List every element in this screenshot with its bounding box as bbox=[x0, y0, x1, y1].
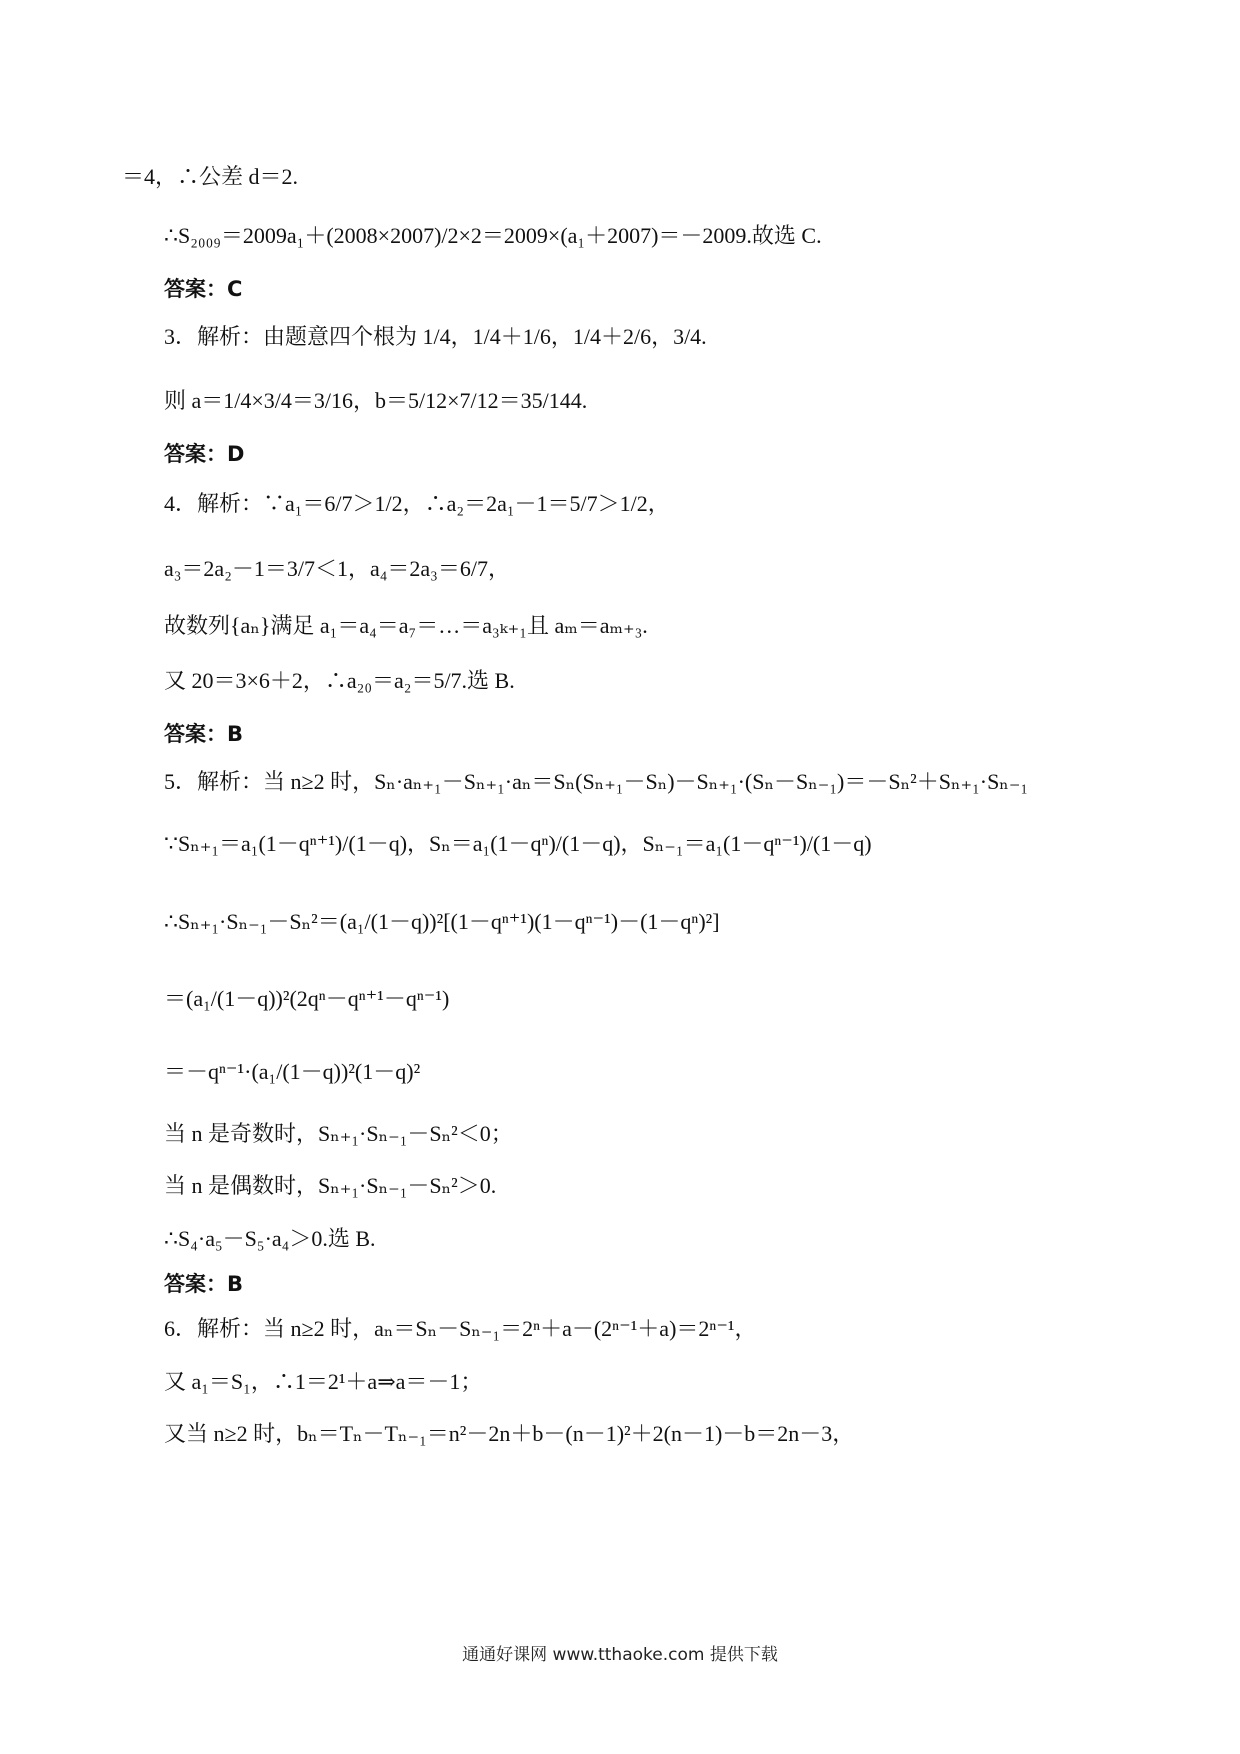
answer-line-1: 答案：C bbox=[164, 277, 243, 301]
page-footer: 通通好课网 www.tthaoke.com 提供下载 bbox=[462, 1645, 778, 1665]
text-line-7: 故数列{aₙ}满足 a₁＝a₄＝a₇＝…＝a₃ₖ₊₁且 aₘ＝aₘ₊₃. bbox=[164, 613, 648, 638]
text-line-8: 又 20＝3×6＋2，∴a₂₀＝a₂＝5/7.选 B. bbox=[164, 668, 515, 693]
text-line-12: ＝(a₁/(1－q))²(2qⁿ－qⁿ⁺¹－qⁿ⁻¹) bbox=[164, 986, 450, 1011]
text-line-13: ＝－qⁿ⁻¹·(a₁/(1－q))²(1－q)² bbox=[164, 1059, 421, 1084]
text-line-17: 6．解析：当 n≥2 时，aₙ＝Sₙ－Sₙ₋₁＝2ⁿ＋a－(2ⁿ⁻¹＋a)＝2ⁿ⁻¹， bbox=[164, 1316, 757, 1341]
text-line-1: ＝4，∴公差 d＝2. bbox=[122, 164, 299, 189]
answer-line-4: 答案：B bbox=[164, 1272, 244, 1296]
text-line-14: 当 n 是奇数时，Sₙ₊₁·Sₙ₋₁－Sₙ²＜0； bbox=[164, 1121, 513, 1146]
text-line-15: 当 n 是偶数时，Sₙ₊₁·Sₙ₋₁－Sₙ²＞0. bbox=[164, 1173, 497, 1198]
text-line-4: 则 a＝1/4×3/4＝3/16，b＝5/12×7/12＝35/144. bbox=[164, 388, 588, 413]
answer-line-2: 答案：D bbox=[164, 442, 245, 466]
answer-line-3: 答案：B bbox=[164, 722, 244, 746]
text-line-6: a₃＝2a₂－1＝3/7＜1，a₄＝2a₃＝6/7， bbox=[164, 556, 510, 581]
text-line-9: 5．解析：当 n≥2 时，Sₙ·aₙ₊₁－Sₙ₊₁·aₙ＝Sₙ(Sₙ₊₁－Sₙ)－Sₙ₊₁·(Sₙ－Sₙ₋₁)＝－Sₙ²＋Sₙ₊₁·Sₙ₋₁ bbox=[164, 769, 1029, 794]
text-line-10: ∵Sₙ₊₁＝a₁(1－qⁿ⁺¹)/(1－q)，Sₙ＝a₁(1－qⁿ)/(1－q)，Sₙ₋₁＝a₁(1－qⁿ⁻¹)/(1－q) bbox=[164, 831, 872, 856]
text-line-16: ∴S₄·a₅－S₅·a₄＞0.选 B. bbox=[164, 1226, 376, 1251]
text-line-19: 又当 n≥2 时，bₙ＝Tₙ－Tₙ₋₁＝n²－2n＋b－(n－1)²＋2(n－1)－b＝2n－3， bbox=[164, 1421, 855, 1446]
text-line-5: 4．解析：∵a₁＝6/7＞1/2，∴a₂＝2a₁－1＝5/7＞1/2， bbox=[164, 491, 670, 516]
text-line-2: ∴S₂₀₀₉＝2009a₁＋(2008×2007)/2×2＝2009×(a₁＋2007)＝－2009.故选 C. bbox=[164, 223, 822, 248]
text-line-18: 又 a₁＝S₁，∴1＝2¹＋a⇒a＝－1； bbox=[164, 1369, 483, 1394]
text-line-11: ∴Sₙ₊₁·Sₙ₋₁－Sₙ²＝(a₁/(1－q))²[(1－qⁿ⁺¹)(1－qⁿ⁻¹)－(1－qⁿ)²] bbox=[164, 909, 720, 934]
text-line-3: 3．解析：由题意四个根为 1/4，1/4＋1/6，1/4＋2/6，3/4. bbox=[164, 324, 707, 349]
